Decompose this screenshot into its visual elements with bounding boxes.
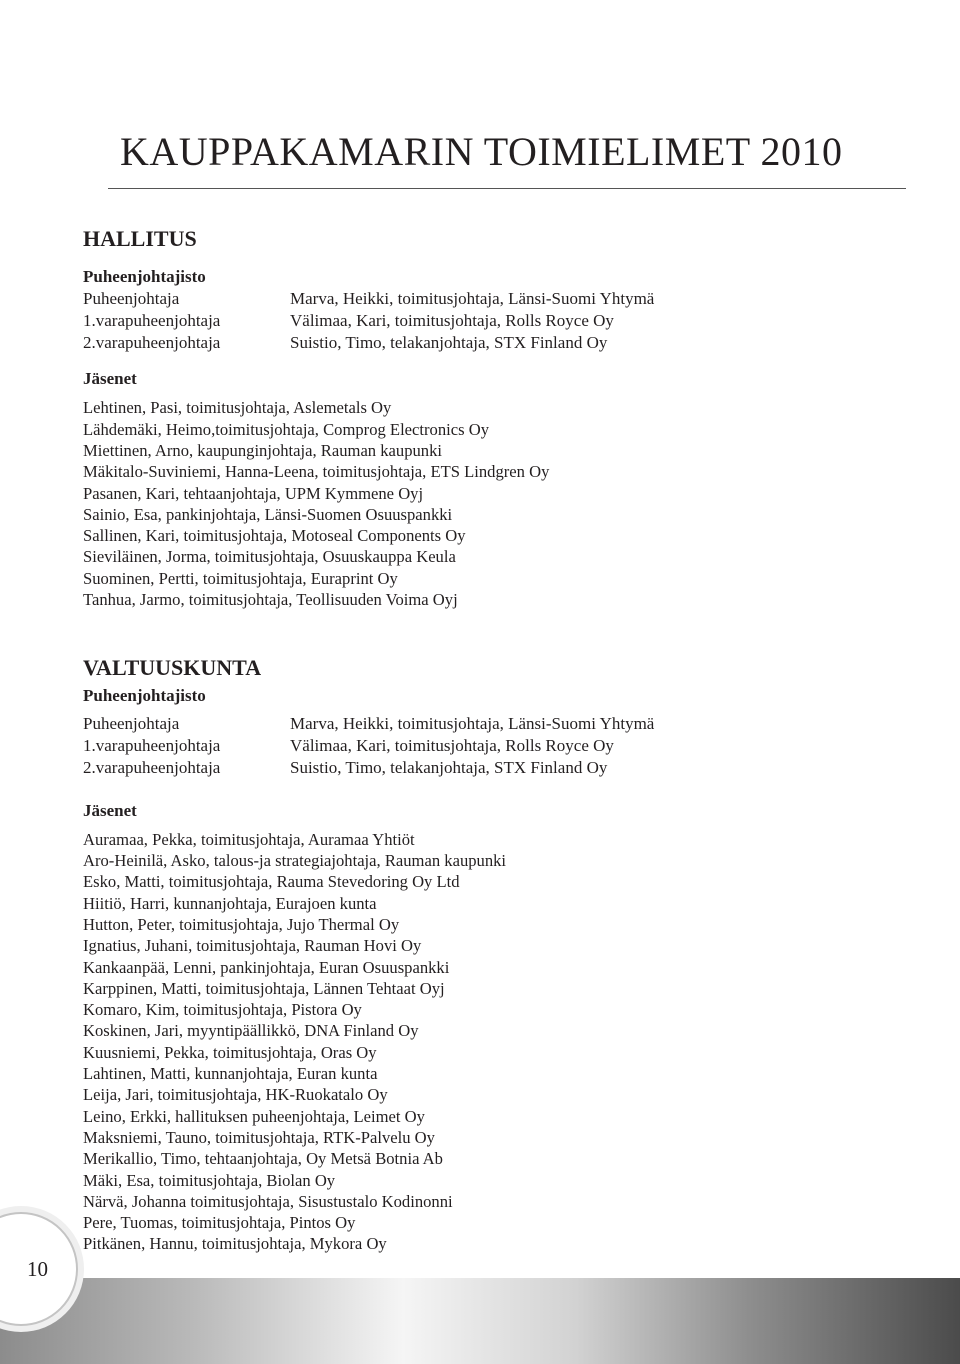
hallitus-puheenjohtajisto-table [83, 288, 923, 354]
member-item: Sainio, Esa, pankinjohtaja, Länsi-Suomen Osuuspankki [83, 504, 453, 524]
officer-person: Välimaa, Kari, toimitusjohtaja, Rolls Royce Oy [290, 735, 614, 755]
valtuuskunta-puheenjohtajisto-heading: Puheenjohtajisto [83, 685, 206, 705]
main-content [83, 226, 923, 1255]
member-item: Karppinen, Matti, toimitusjohtaja, Lännen Tehtaat Oyj [83, 978, 445, 998]
member-item: Miettinen, Arno, kaupunginjohtaja, Rauman kaupunki [83, 440, 443, 460]
title-divider [108, 188, 906, 189]
officer-person: Välimaa, Kari, toimitusjohtaja, Rolls Royce Oy [290, 311, 614, 331]
officer-row [83, 288, 923, 310]
officer-row [83, 332, 923, 354]
member-item: Suominen, Pertti, toimitusjohtaja, Euraprint Oy [83, 568, 398, 588]
page-number: 10 [27, 1257, 48, 1281]
valtuuskunta-jasenet-heading: Jäsenet [83, 800, 137, 820]
member-item: Sieviläinen, Jorma, toimitusjohtaja, Osuuskauppa Keula [83, 547, 456, 567]
member-item: Maksniemi, Tauno, toimitusjohtaja, RTK-Palvelu Oy [83, 1127, 435, 1147]
officer-role: 1.varapuheenjohtaja [83, 735, 221, 755]
officer-role: 2.varapuheenjohtaja [83, 757, 221, 777]
officer-role: Puheenjohtaja [83, 713, 180, 733]
member-item: Auramaa, Pekka, toimitusjohtaja, Auramaa Yhtiöt [83, 829, 415, 849]
hallitus-puheenjohtajisto-heading: Puheenjohtajisto [83, 267, 206, 287]
member-item: Ignatius, Juhani, toimitusjohtaja, Rauman Hovi Oy [83, 936, 422, 956]
member-item: Pere, Tuomas, toimitusjohtaja, Pintos Oy [83, 1213, 356, 1233]
member-item: Aro-Heinilä, Asko, talous-ja strategiajohtaja, Rauman kaupunki [83, 851, 507, 871]
member-item: Mäki, Esa, toimitusjohtaja, Biolan Oy [83, 1170, 336, 1190]
member-item: Leija, Jari, toimitusjohtaja, HK-Ruokatalo Oy [83, 1085, 388, 1105]
officer-role: 1.varapuheenjohtaja [83, 311, 221, 331]
officer-person: Marva, Heikki, toimitusjohtaja, Länsi-Suomi Yhtymä [290, 289, 655, 309]
member-item: Pitkänen, Hannu, toimitusjohtaja, Mykora Oy [83, 1234, 387, 1254]
officer-person: Suistio, Timo, telakanjohtaja, STX Finland Oy [290, 333, 608, 353]
member-item: Mäkitalo-Suviniemi, Hanna-Leena, toimitusjohtaja, ETS Lindgren Oy [83, 462, 550, 482]
hallitus-member-list [83, 397, 923, 610]
officer-row [83, 757, 923, 779]
officer-role: Puheenjohtaja [83, 289, 180, 309]
officer-role: 2.varapuheenjohtaja [83, 333, 221, 353]
valtuuskunta-puheenjohtajisto-table [83, 713, 923, 779]
section-heading-valtuuskunta: VALTUUSKUNTA [83, 655, 262, 681]
member-item: Merikallio, Timo, tehtaanjohtaja, Oy Metsä Botnia Ab [83, 1149, 443, 1169]
member-item: Lähdemäki, Heimo,toimitusjohtaja, Comprog Electronics Oy [83, 419, 490, 439]
member-item: Hutton, Peter, toimitusjohtaja, Jujo Thermal Oy [83, 914, 400, 934]
member-item: Leino, Erkki, hallituksen puheenjohtaja, Leimet Oy [83, 1106, 425, 1126]
page-title: KAUPPAKAMARIN TOIMIELIMET 2010 [120, 129, 843, 174]
member-item: Esko, Matti, toimitusjohtaja, Rauma Stevedoring Oy Ltd [83, 872, 460, 892]
footer-gradient-band [0, 1278, 960, 1364]
officer-person: Marva, Heikki, toimitusjohtaja, Länsi-Suomi Yhtymä [290, 713, 655, 733]
member-item: Komaro, Kim, toimitusjohtaja, Pistora Oy [83, 1000, 362, 1020]
member-item: Tanhua, Jarmo, toimitusjohtaja, Teollisuuden Voima Oyj [83, 590, 458, 610]
section-heading-hallitus: HALLITUS [83, 226, 197, 251]
member-item: Kankaanpää, Lenni, pankinjohtaja, Euran Osuuspankki [83, 957, 450, 977]
officer-row [83, 310, 923, 332]
member-item: Hiitiö, Harri, kunnanjohtaja, Eurajoen kunta [83, 893, 377, 913]
member-item: Lahtinen, Matti, kunnanjohtaja, Euran kunta [83, 1064, 378, 1084]
officer-row [83, 735, 923, 757]
member-item: Närvä, Johanna toimitusjohtaja, Sisustustalo Kodinonni [83, 1191, 453, 1211]
member-item: Koskinen, Jari, myyntipäällikkö, DNA Finland Oy [83, 1021, 419, 1041]
member-item: Sallinen, Kari, toimitusjohtaja, Motoseal Components Oy [83, 526, 466, 546]
member-item: Pasanen, Kari, tehtaanjohtaja, UPM Kymmene Oyj [83, 483, 424, 503]
member-item: Lehtinen, Pasi, toimitusjohtaja, Aslemetals Oy [83, 398, 392, 418]
hallitus-jasenet-heading: Jäsenet [83, 369, 137, 389]
valtuuskunta-member-list [83, 829, 923, 1255]
officer-row [83, 713, 923, 735]
member-item: Kuusniemi, Pekka, toimitusjohtaja, Oras Oy [83, 1042, 377, 1062]
officer-person: Suistio, Timo, telakanjohtaja, STX Finland Oy [290, 757, 608, 777]
